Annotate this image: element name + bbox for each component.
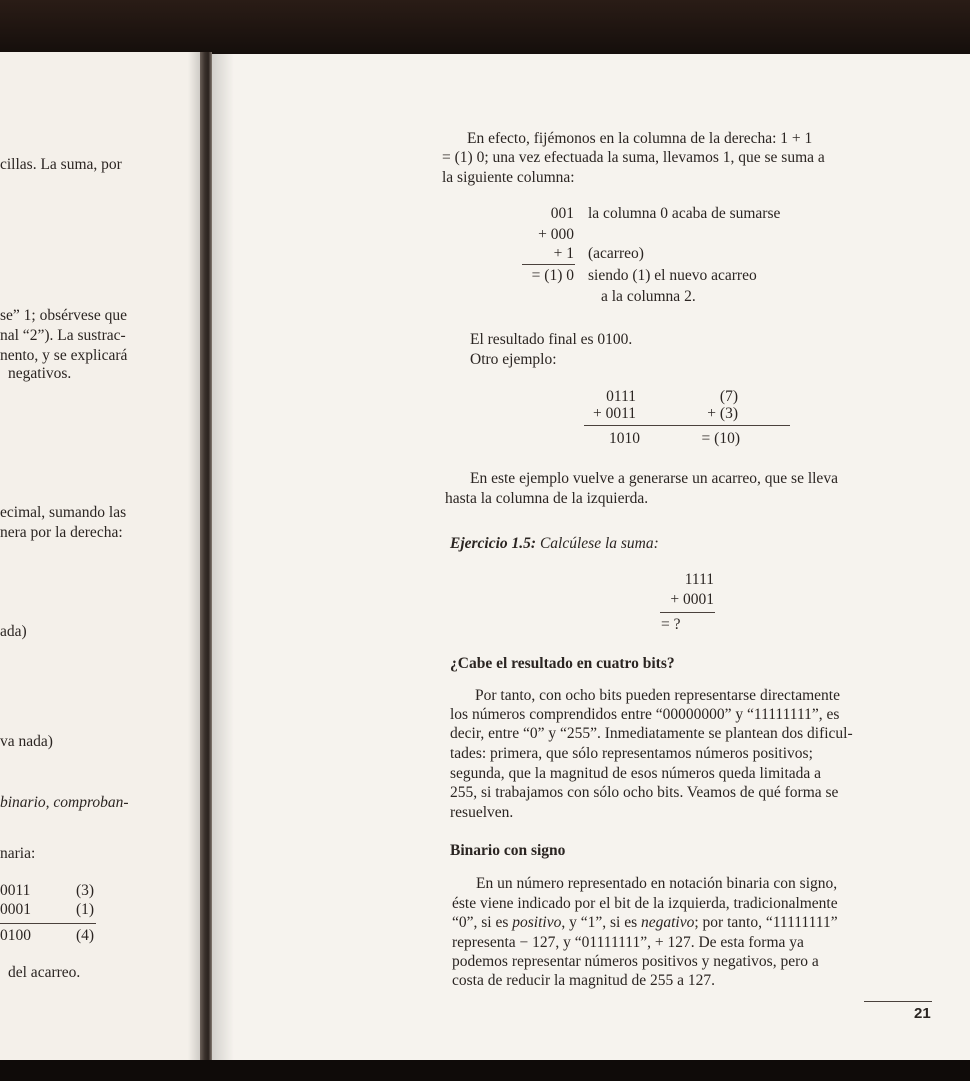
para4-text: , y “1”, si es — [561, 914, 641, 931]
exercise-label: Ejercicio 1.5: — [450, 535, 537, 552]
para4-text: “0”, si es — [452, 914, 513, 931]
sum1-note: (acarreo) — [588, 245, 644, 262]
para4-line: representa − 127, y “01111111”, + 127. De esta forma ya — [452, 934, 804, 951]
sum1-rule — [522, 264, 575, 265]
sum2-rule — [584, 425, 790, 426]
left-text-line: del acarreo. — [8, 964, 81, 981]
section-heading: ¿Cabe el resultado en cuatro bits? — [450, 655, 675, 672]
left-text-line: nera por la derecha: — [0, 524, 123, 541]
para4-line: En un número representado en notación binaria con signo, — [476, 875, 838, 892]
para3-line: Por tanto, con ocho bits pueden representarse directamente — [475, 687, 840, 704]
sum2-binary: + 0011 — [592, 405, 636, 422]
para3-line: los números comprendidos entre “00000000” y “11111111”, es — [450, 706, 840, 723]
exercise-result: = ? — [661, 616, 681, 633]
sum2-result: 1010 — [609, 430, 640, 447]
para4-line: éste viene indicado por el bit de la izquierda, tradicionalmente — [452, 895, 838, 912]
para4-line: podemos representar números positivos y negativos, pero a — [452, 953, 819, 970]
left-text-line: ecimal, sumando las — [0, 504, 127, 521]
exercise-title — [450, 534, 659, 554]
sum2-decimal: + (3) — [707, 405, 738, 422]
sum1-note: a la columna 2. — [601, 288, 696, 305]
para4-line — [452, 913, 838, 933]
left-page — [0, 52, 202, 1060]
right-page — [212, 54, 970, 1060]
para3-line: 255, si trabajamos con sólo ocho bits. Veamos de qué forma se — [450, 784, 839, 801]
other-example-line: Otro ejemplo: — [470, 351, 557, 368]
page-number-rule — [864, 1001, 932, 1002]
sum1-result: = (1) 0 — [531, 267, 574, 284]
page-number: 21 — [914, 1005, 931, 1022]
para3-line: decir, entre “0” y “255”. Inmediatamente se plantean dos dificul- — [450, 725, 853, 742]
sum1-operand: + 1 — [553, 245, 574, 262]
sum2-binary: 0111 — [606, 388, 636, 405]
sum1-operand: + 000 — [538, 226, 574, 243]
para3-line: tades: primera, que sólo representamos números positivos; — [450, 745, 813, 762]
left-text-line: nal “2”). La sustrac- — [0, 327, 126, 344]
sum1-note: la columna 0 acaba de sumarse — [588, 205, 781, 222]
left-text-line: naria: — [0, 845, 36, 862]
left-sum-decimal: (3) — [76, 882, 95, 899]
left-sum-decimal: (4) — [76, 927, 95, 944]
exercise-operand: + 0001 — [670, 591, 714, 608]
exercise-text: Calcúlese la suma: — [539, 535, 659, 552]
intro-line: la siguiente columna: — [442, 169, 575, 186]
left-sum-rule — [0, 923, 96, 924]
para3-line: segunda, que la magnitud de esos números queda limitada a — [450, 765, 822, 782]
sum1-note: siendo (1) el nuevo acarreo — [588, 267, 757, 284]
exercise-operand: 1111 — [684, 571, 714, 588]
intro-line: En efecto, fijémonos en la columna de la derecha: 1 + 1 — [467, 130, 813, 147]
para3-line: resuelven. — [450, 804, 514, 821]
positivo-term: positivo — [512, 914, 562, 931]
sum2-decimal: = (10) — [701, 430, 740, 447]
intro-line: = (1) 0; una vez efectuada la suma, llevamos 1, que se suma a — [442, 149, 825, 166]
left-text-line: cillas. La suma, por — [0, 156, 122, 173]
para4-line: costa de reducir la magnitud de 255 a 127. — [452, 972, 715, 989]
sum1-operand: 001 — [550, 205, 574, 222]
section-heading: Binario con signo — [450, 842, 566, 859]
left-text-line-italic: binario, comproban- — [0, 794, 129, 811]
left-text-line: se” 1; obsérvese que — [0, 307, 127, 324]
left-text-line: va nada) — [0, 733, 53, 750]
left-sum-decimal: (1) — [76, 901, 95, 918]
left-sum-result: 0100 — [0, 927, 31, 944]
bottom-background — [0, 1060, 970, 1081]
book-binding — [200, 52, 212, 1060]
right-page-shadow — [212, 54, 234, 1060]
left-text-line: negativos. — [8, 365, 72, 382]
negativo-term: negativo — [641, 914, 695, 931]
para4-text: ; por tanto, “11111111” — [694, 914, 838, 931]
exercise-rule — [660, 612, 715, 613]
left-sum-operand: 0011 — [0, 882, 31, 899]
result-line: El resultado final es 0100. — [470, 331, 633, 348]
left-text-line: nento, y se explicará — [0, 347, 128, 364]
top-background — [0, 0, 970, 56]
para2-line: hasta la columna de la izquierda. — [445, 490, 649, 507]
left-text-line: ada) — [0, 623, 27, 640]
sum2-decimal: (7) — [719, 388, 738, 405]
left-sum-operand: 0001 — [0, 901, 31, 918]
para2-line: En este ejemplo vuelve a generarse un acarreo, que se lleva — [470, 470, 838, 487]
